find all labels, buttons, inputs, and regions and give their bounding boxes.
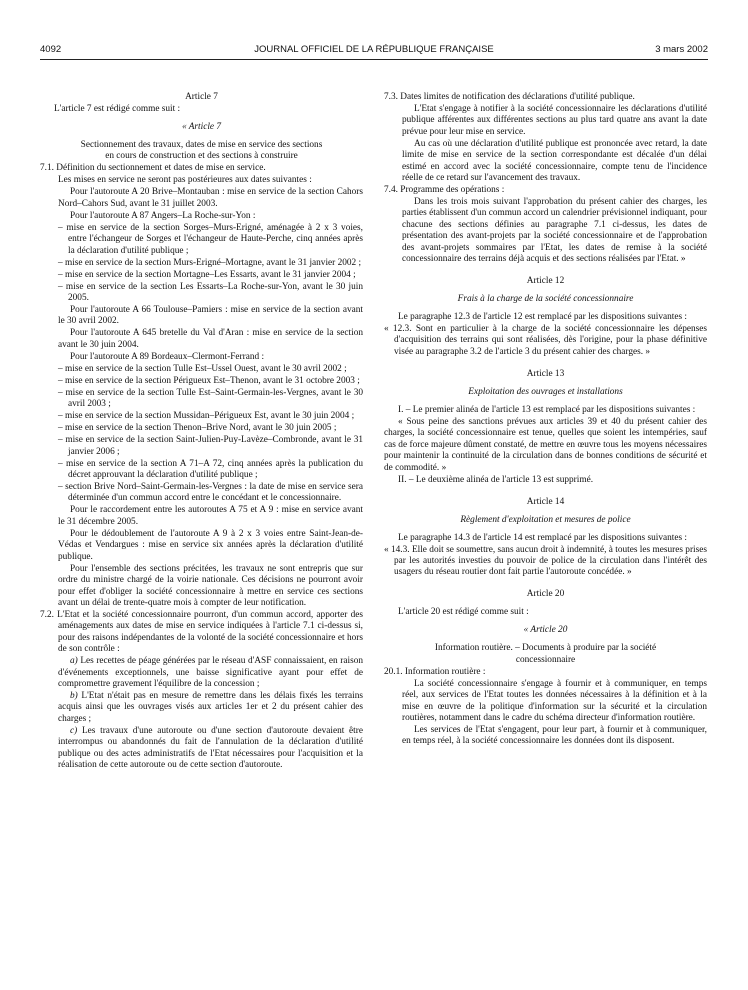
right-column [384, 92, 707, 748]
item-text: Les recettes de péage générées par le réseau d'ASF connaissaient, en raison d'événements exceptionnels, une baisse significative ayant pour effet de compromettre gravement l'équilibre de la concession ; [58, 656, 363, 689]
article-13-quote: « Sous peine des sanctions prévues aux articles 39 et 40 du présent cahier des charges, la société concessionnaire est tenue, quelles que soient les intempéries, sauf cas de force majeure dûment constaté, de mettre en œuvre tous les moyens nécessaires pour maintenir la continuité de la circulation dans de bonnes conditions de sécurité et de commodité. » [384, 416, 707, 473]
article-14-heading: Règlement d'exploitation et mesures de police [460, 514, 631, 525]
article-13-title: Article 13 [526, 368, 565, 379]
list-item: – mise en service de la section Tulle Est–Saint-Germain-les-Vergnes, avant le 30 avril 2003 ; [58, 387, 363, 410]
a89-list [40, 364, 363, 505]
dedoublement-paragraph: Pour le dédoublement de l'autoroute A 9 à 2 x 3 voies entre Saint-Jean-de-Védas et Vendargues : mise en service six années après la déclaration d'utilité publique. [58, 528, 363, 562]
section-20-1-paragraph-2: Les services de l'Etat s'engagent, pour leur part, à fournir et à communiquer, en temps réel, à la société concessionnaire les données dont ils disposent. [402, 724, 707, 747]
section-7-2-item-a [40, 656, 363, 690]
section-7-2-paragraph: 7.2. L'Etat et la société concessionnaire pourront, d'un commun accord, apporter des aménagements aux dates de mise en service indiquées à l'article 7.1 ci-dessus si, pour des raisons indépendantes de la volonté de la société concessionnaire et hors de son contrôle : [40, 609, 363, 655]
article-20-heading: Information routière. – Documents à produire par la société concessionnaire [434, 643, 657, 665]
publication-date: 3 mars 2002 [655, 44, 708, 55]
list-item: – mise en service de la section Tulle Est–Ussel Ouest, avant le 30 avril 2002 ; [58, 363, 347, 374]
item-label: c) [70, 725, 78, 736]
section-7-3-title: 7.3. Dates limites de notification des déclarations d'utilité publique. [384, 92, 635, 102]
article-13-part-ii: II. – Le deuxième alinéa de l'article 13 est supprimé. [398, 474, 594, 485]
article-20-quote-title: « Article 20 [523, 625, 568, 636]
journal-title: JOURNAL OFFICIEL DE LA RÉPUBLIQUE FRANÇAISE [254, 44, 494, 55]
a66-paragraph: Pour l'autoroute A 66 Toulouse–Pamiers : mise en service de la section avant le 30 avril 2002. [58, 305, 363, 327]
list-item: – mise en service de la section Les Essarts–La Roche-sur-Yon, avant le 30 juin 2005. [58, 281, 363, 304]
left-column [40, 92, 363, 772]
page-header [40, 44, 708, 60]
article-13-heading: Exploitation des ouvrages et installations [468, 386, 623, 397]
article-7-quote-title: « Article 7 [181, 122, 222, 132]
a645-paragraph: Pour l'autoroute A 645 bretelle du Val d'Aran : mise en service de la section avant le 30 juin 2004. [58, 328, 363, 350]
article-7-heading: Sectionnement des travaux, dates de mise en service des sections en cours de construction et des sections à construire [80, 140, 323, 162]
article-20-title: Article 20 [526, 589, 565, 600]
a89-paragraph: Pour l'autoroute A 89 Bordeaux–Clermont-Ferrand : [70, 351, 265, 362]
list-item: – mise en service de la section Sorges–Murs-Erigné, aménagée à 2 x 3 voies, entre l'échangeur de Sorges et l'échangeur de Haute-Perche, cinq années après la déclaration d'utilité publique ; [58, 222, 363, 256]
ensemble-paragraph: Pour l'ensemble des sections précitées, les travaux ne sont entrepris que sur ordre du ministre chargé de la voirie nationale. Ces décisions ne pourront avoir pour effet d'obliger la société concessionnaire à mettre en service ces sections avant un délai de trente-quatre mois à compter de leur notification. [58, 563, 363, 608]
item-text: Les travaux d'une autoroute ou d'une section d'autoroute devaient être interrompus ou abandonnés du fait de l'annulation de la déclaration d'utilité publique ou des actes administratifs de l'Etat nécessaires pour l'acquisition et la réalisation de cette autoroute ou de cette section d'autoroute. [58, 725, 363, 770]
article-14-text: « 14.3. Elle doit se soumettre, sans aucun droit à indemnité, à toutes les mesures prises par les autorités investies du pouvoir de police de la circulation dans l'intérêt des usagers du réseau routier dont fait partie l'autoroute concédée. » [384, 544, 707, 578]
article-12-heading: Frais à la charge de la société concessionnaire [457, 294, 634, 305]
section-7-2-item-b [40, 691, 363, 725]
raccordement-paragraph: Pour le raccordement entre les autoroutes A 75 et A 9 : mise en service avant le 31 décembre 2005. [58, 505, 363, 527]
item-label: b) [70, 690, 78, 701]
article-14-intro: Le paragraphe 14.3 de l'article 14 est remplacé par les dispositions suivantes : [398, 532, 688, 543]
list-item: – mise en service de la section Murs-Erigné–Mortagne, avant le 31 janvier 2002 ; [58, 257, 362, 268]
section-7-3-paragraph-1: L'Etat s'engage à notifier à la société concessionnaire les déclarations d'utilité publique afférentes aux différentes sections au plus tard quatre ans avant la date prévue pour leur mise en service. [402, 104, 707, 137]
list-item: – section Brive Nord–Saint-Germain-les-Vergnes : la date de mise en service sera déterminée d'un commun accord entre le concédant et le concessionnaire. [58, 482, 363, 504]
section-20-1-title: 20.1. Information routière : [384, 666, 486, 677]
list-item: – mise en service de la section Périgueux Est–Thenon, avant le 31 octobre 2003 ; [58, 375, 360, 386]
page-number: 4092 [40, 44, 62, 55]
article-12-intro: Le paragraphe 12.3 de l'article 12 est remplacé par les dispositions suivantes : [398, 312, 688, 323]
list-item: – mise en service de la section A 71–A 72, cinq années après la publication du décret approuvant la déclaration d'utilité publique ; [58, 458, 363, 481]
a87-paragraph: Pour l'autoroute A 87 Angers–La Roche-sur-Yon : [70, 210, 256, 221]
section-20-1-paragraph-1: La société concessionnaire s'engage à fournir et à communiquer, en temps réel, aux services de l'Etat toutes les données nécessaires à la définition et à la mise en œuvre de la politique d'information sur la sécurité et la circulation routières, notamment dans le cadre du schéma directeur d'information routière. [402, 678, 707, 723]
article-20-intro: L'article 20 est rédigé comme suit : [398, 607, 529, 618]
item-text: L'Etat n'était pas en mesure de remettre dans les délais fixés les terrains acquis ainsi que les ouvrages visés aux articles 1er et 2 du présent cahier des charges ; [58, 690, 363, 724]
section-7-4-title: 7.4. Programme des opérations : [384, 185, 505, 196]
header-rule [40, 59, 708, 60]
section-7-4-paragraph: Dans les trois mois suivant l'approbation du présent cahier des charges, les parties établissent d'un commun accord un calendrier prévisionnel indiquant, pour chacune des sections définies au paragraphe 7.1 ci-dessus, les dates de présentation des avant-projets par la société concessionnaire et de l'approbation des avant-projets sommaires par l'Etat, les dates de remise à la société concessionnaire des terrains déjà acquis et des sections réalisées par l'Etat. » [402, 197, 707, 265]
section-7-1-intro: Les mises en service ne seront pas postérieures aux dates suivantes : [58, 175, 312, 186]
list-item: – mise en service de la section Mussidan–Périgueux Est, avant le 30 juin 2004 ; [58, 411, 355, 422]
list-item: – mise en service de la section Thenon–Brive Nord, avant le 30 juin 2005 ; [58, 423, 337, 434]
article-14-title: Article 14 [526, 496, 565, 507]
section-7-3-paragraph-2: Au cas où une déclaration d'utilité publique est prononcée avec retard, la date limite de mise en service de la section correspondante est décalée d'un délai estimé en accord avec la société concessionnaire, compte tenu de l'incidence réelle de ce retard sur l'avancement des travaux. [402, 138, 707, 184]
list-item: – mise en service de la section Saint-Julien-Puy-Lavèze–Combronde, avant le 31 janvier 2006 ; [58, 435, 363, 457]
a20-paragraph: Pour l'autoroute A 20 Brive–Montauban : mise en service de la section Cahors Nord–Cahors Sud, avant le 31 juillet 2003. [58, 187, 363, 209]
a87-list [40, 223, 363, 305]
article-13-part-i: I. – Le premier alinéa de l'article 13 est remplacé par les dispositions suivantes : [398, 404, 696, 415]
list-item: – mise en service de la section Mortagne–Les Essarts, avant le 31 janvier 2004 ; [58, 269, 356, 280]
section-7-1-title: 7.1. Définition du sectionnement et dates de mise en service. [40, 163, 266, 174]
article-7-title: Article 7 [185, 92, 218, 102]
article-12-text: « 12.3. Sont en particulier à la charge de la société concessionnaire les dépenses d'acquisition des terrains qui sont réalisées, dès l'origine, pour la phase définitive visée au paragraphe 3.2 de l'article 3 du présent cahier des charges. » [384, 324, 707, 357]
article-12-title: Article 12 [526, 276, 565, 287]
item-label: a) [70, 656, 78, 667]
article-7-intro: L'article 7 est rédigé comme suit : [54, 104, 181, 114]
section-7-2-item-c [40, 726, 363, 772]
